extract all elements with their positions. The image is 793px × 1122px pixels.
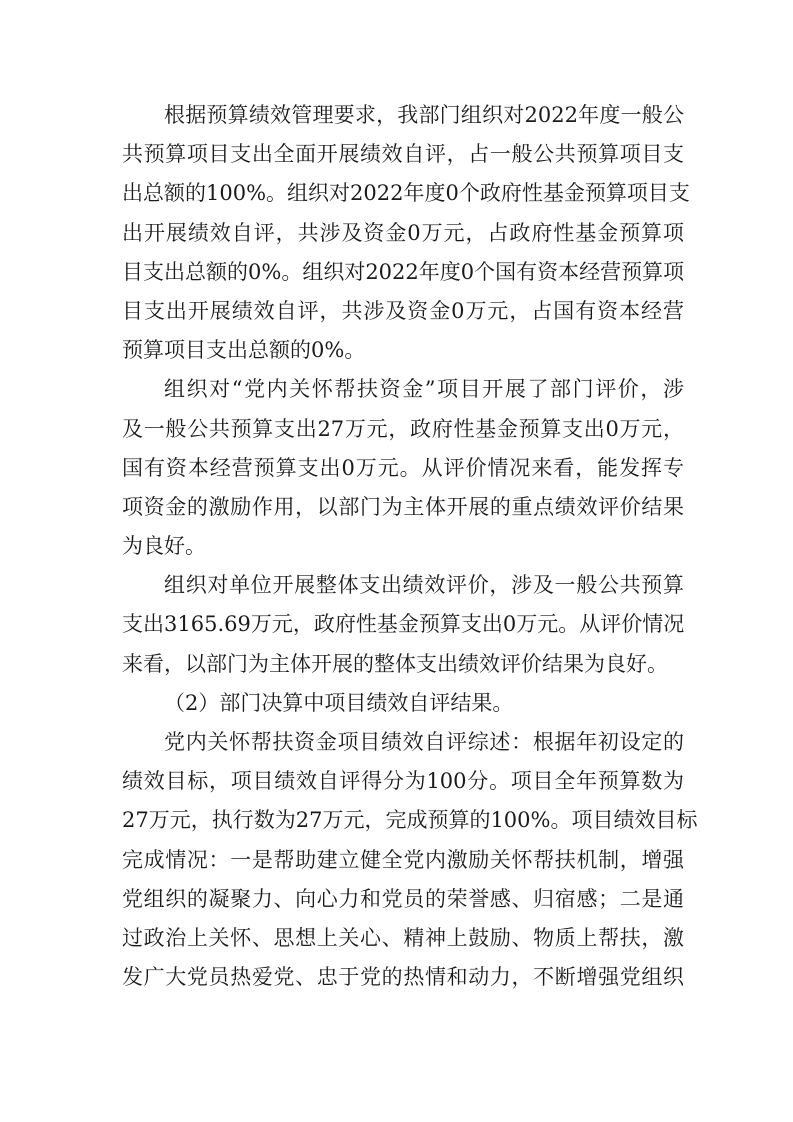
text-line: 27万元，执行数为27万元，完成预算的100%。项目绩效目标 bbox=[122, 808, 698, 833]
section-heading: （2）部门决算中项目绩效自评结果。 bbox=[164, 690, 514, 715]
text-line: 组织对“党内关怀帮扶资金”项目开展了部门评价，涉 bbox=[164, 377, 684, 402]
text-line: 绩效目标，项目绩效自评得分为100分。项目全年预算数为 bbox=[122, 769, 684, 794]
text-line: 及一般公共预算支出27万元，政府性基金预算支出0万元， bbox=[122, 416, 684, 441]
text-line: 目支出总额的0%。组织对2022年度0个国有资本经营预算项 bbox=[122, 259, 685, 284]
text-line: 预算项目支出总额的0%。 bbox=[122, 338, 366, 363]
text-line: 过政治上关怀、思想上关心、精神上鼓励、物质上帮扶，激 bbox=[122, 925, 684, 950]
text-line: 项资金的激励作用，以部门为主体开展的重点绩效评价结果 bbox=[122, 494, 684, 519]
text-line: 为良好。 bbox=[122, 534, 206, 559]
text-line: 发广大党员热爱党、忠于党的热情和动力，不断增强党组织 bbox=[122, 965, 684, 990]
text-line: 党组织的凝聚力、向心力和党员的荣誉感、归宿感；二是通 bbox=[122, 886, 684, 911]
text-line: 出开展绩效自评，共涉及资金0万元，占政府性基金预算项 bbox=[122, 220, 684, 245]
text-line: 党内关怀帮扶资金项目绩效自评综述：根据年初设定的 bbox=[164, 730, 684, 754]
text-line: 出总额的100%。组织对2022年度0个政府性基金预算项目支 bbox=[122, 181, 690, 206]
text-line: 组织对单位开展整体支出绩效评价，涉及一般公共预算 bbox=[164, 573, 684, 598]
text-line: 目支出开展绩效自评，共涉及资金0万元，占国有资本经营 bbox=[122, 298, 684, 323]
text-line: 来看，以部门为主体开展的整体支出绩效评价结果为良好。 bbox=[122, 651, 668, 676]
text-line: 根据预算绩效管理要求，我部门组织对2022年度一般公 bbox=[164, 103, 684, 127]
text-line: 支出3165.69万元，政府性基金预算支出0万元。从评价情况 bbox=[122, 612, 685, 637]
body-text bbox=[122, 96, 698, 997]
text-line: 完成情况：一是帮助建立健全党内激励关怀帮扶机制，增强 bbox=[122, 847, 684, 872]
text-line: 共预算项目支出全面开展绩效自评，占一般公共预算项目支 bbox=[122, 142, 684, 167]
text-line: 国有资本经营预算支出0万元。从评价情况来看，能发挥专 bbox=[122, 455, 684, 480]
